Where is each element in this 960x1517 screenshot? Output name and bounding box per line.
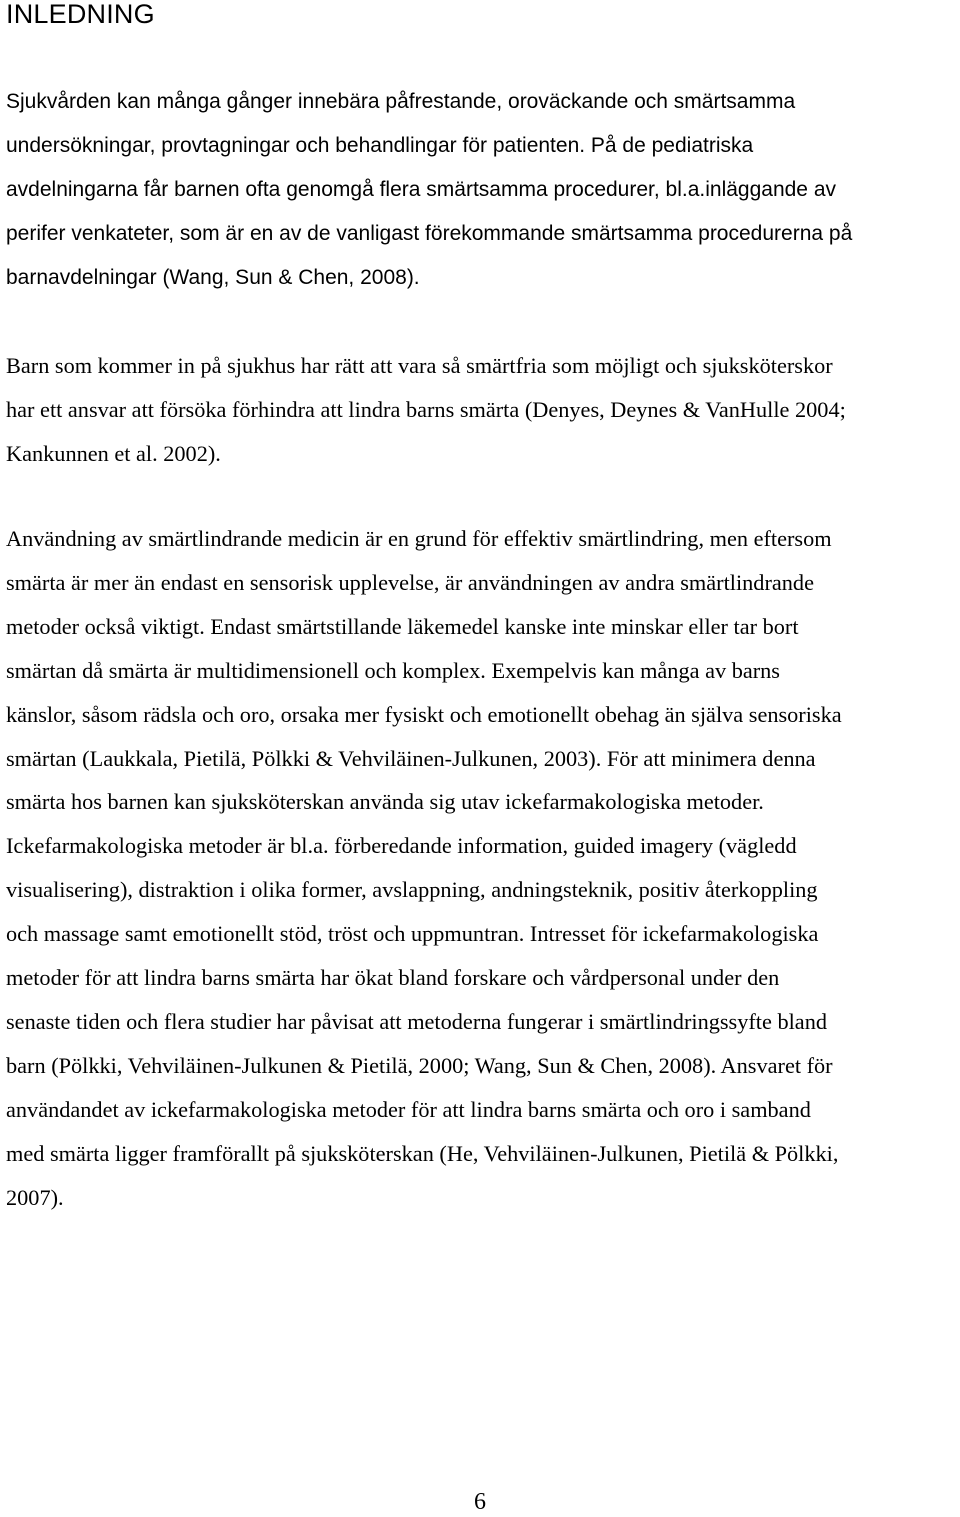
- section-heading: INLEDNING: [6, 0, 155, 29]
- paragraph-intro: Sjukvården kan många gånger innebära påfrestande, oroväckande och smärtsamma undersökningar, provtagningar och behandlingar för patienten. På de pediatriska avdelningarna får barnen ofta genomgå flera smärtsamma procedurer, bl.a.inläggande av perifer venkateter, som är en av de vanligast förekommande smärtsamma procedurerna på barnavdelningar (Wang, Sun & Chen, 2008).: [6, 90, 853, 289]
- page-number: 6: [474, 1489, 486, 1515]
- paragraph-pain-methods: Användning av smärtlindrande medicin är en grund för effektiv smärtlindring, men eftersom smärta är mer än endast en sensorisk upplevelse, är användningen av andra smärtlindrande metoder också viktigt. Endast smärtstillande läkemedel kanske inte minskar eller tar bort smärtan då smärta är multidimensionell och komplex. Exempelvis kan många av barns känslor, såsom rädsla och oro, orsaka mer fysiskt och emotionellt obehag än själva sensoriska smärtan (Laukkala, Pietilä, Pölkki & Vehviläinen-Julkunen, 2003). För att minimera denna smärta hos barnen kan sjuksköterskan använda sig utav ickefarmakologiska metoder. Ickefarmakologiska metoder är bl.a. förberedande information, guided imagery (vägledd visualisering), distraktion i olika former, avslappning, andningsteknik, positiv återkoppling och massage samt emotionellt stöd, tröst och uppmuntran. Intresset för ickefarmakologiska metoder för att lindra barns smärta har ökat bland forskare och vårdpersonal under den senaste tiden och flera studier har påvisat att metoderna fungerar i smärtlindringssyfte bland barn (Pölkki, Vehviläinen-Julkunen & Pietilä, 2000; Wang, Sun & Chen, 2008). Ansvaret för användandet av ickefarmakologiska metoder för att lindra barns smärta och oro i samband med smärta ligger framförallt på sjuksköterskan (He, Vehviläinen-Julkunen, Pietilä & Pölkki, 2007).: [6, 526, 842, 1210]
- paragraph-children-rights: Barn som kommer in på sjukhus har rätt att vara så smärtfria som möjligt och sjuksköterskor har ett ansvar att försöka förhindra att lindra barns smärta (Denyes, Deynes & VanHulle 2004; Kankunnen et al. 2002).: [6, 353, 846, 466]
